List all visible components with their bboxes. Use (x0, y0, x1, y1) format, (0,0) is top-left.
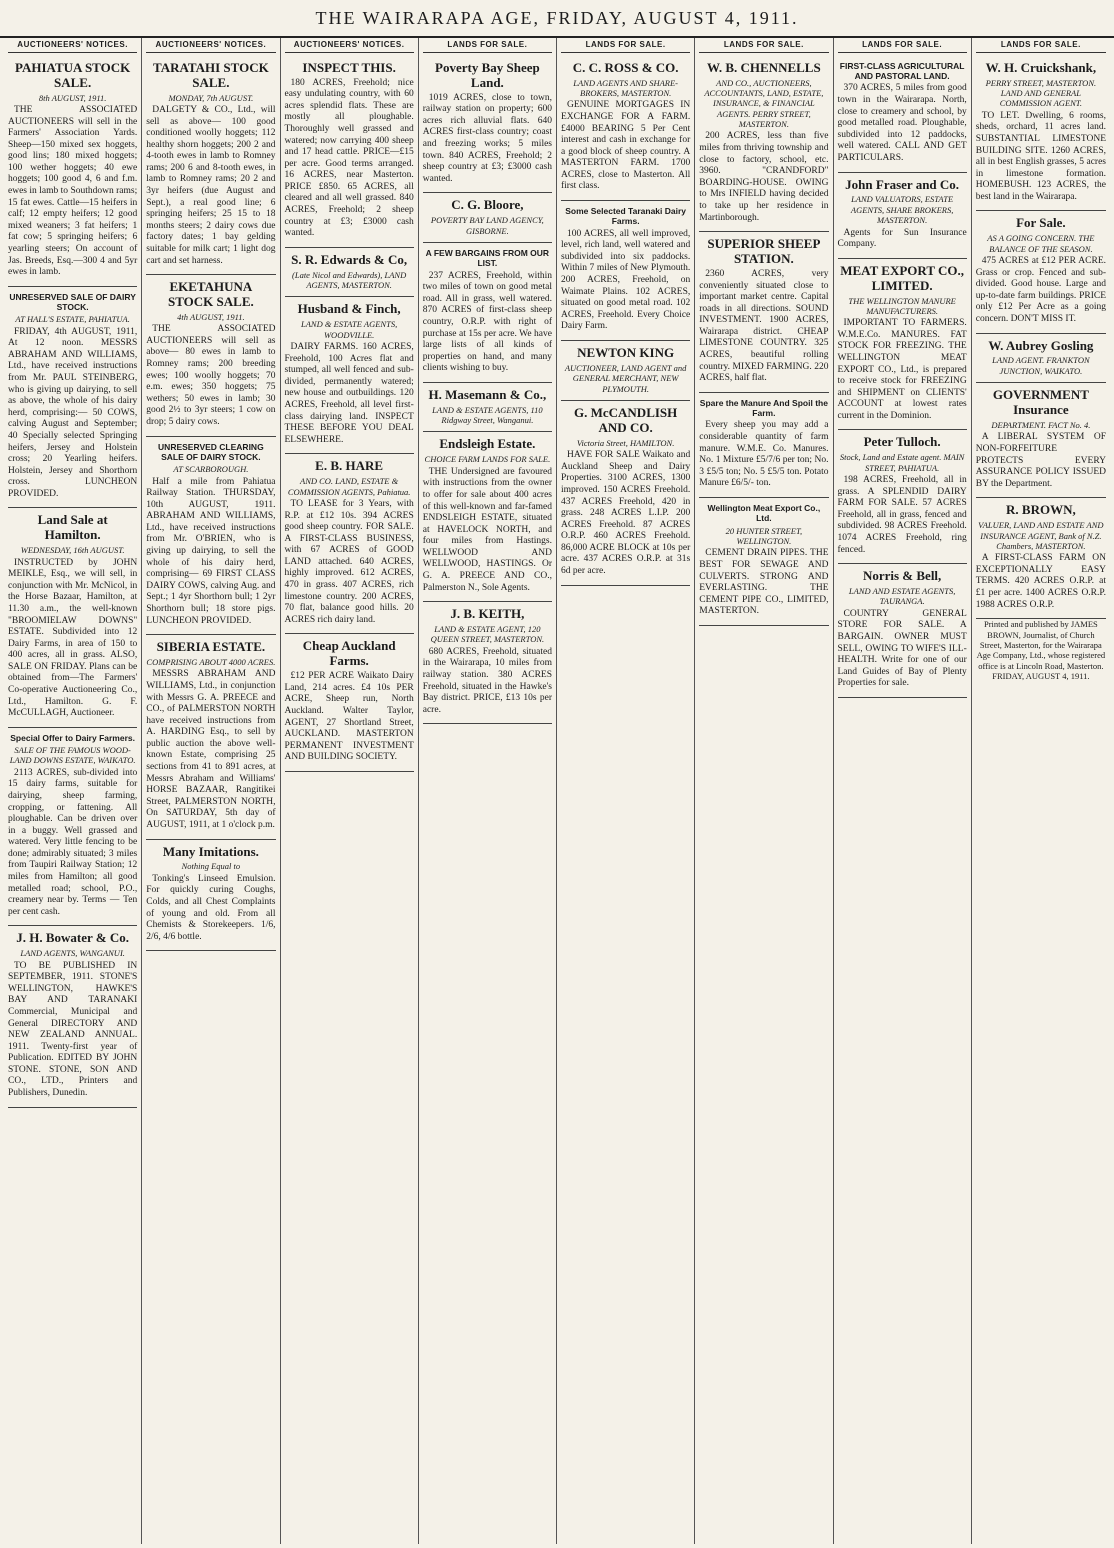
advertisement (146, 840, 275, 952)
ad-title: TARATAHI STOCK SALE. (153, 59, 269, 90)
column-4 (419, 38, 557, 1544)
ad-body: COUNTRY GENERAL STORE FOR SALE. A BARGAIN. OWNER MUST SELL, OWING TO WIFE'S ILL-HEALTH. Write for one of our Land Guides of Bay of Plenty Properties for sale. (837, 608, 967, 689)
ad-subtitle: Victoria Street, HAMILTON. (576, 437, 675, 448)
ad-body: TO BE PUBLISHED IN SEPTEMBER, 1911. STONE'S WELLINGTON, HAWKE'S BAY AND TARANAKI Commercial, Municipal and General DIRECTORY AND NEW ZEALAND ANNUAL. 1911. Twenty-first year of Publication. EDITED BY JOHN STONE. STONE, SON AND CO., LTD., Printers and Publishers, Dunedin. (8, 960, 138, 1098)
advertisement (561, 201, 690, 341)
advertisement (838, 430, 967, 564)
column-header: LANDS FOR SALE. (838, 38, 967, 53)
column-header: LANDS FOR SALE. (561, 38, 690, 53)
advertisement (146, 275, 275, 436)
ad-subtitle: AT SCARBOROUGH. (173, 464, 249, 475)
ad-title: C. C. ROSS & CO. (572, 59, 679, 75)
column-header: LANDS FOR SALE. (976, 38, 1106, 53)
ad-body: Tonking's Linseed Emulsion. For quickly curing Coughs, Colds, and all Chest Complaints of young and old. From all Chemists & Storekeepers. 1/6, 2/6, 4/6 bottle. (146, 873, 276, 942)
ad-title: Husband & Finch, (297, 301, 401, 317)
advertisement (838, 56, 967, 173)
ad-title: Wellington Meat Export Co., Ltd. (707, 502, 821, 524)
ad-title: SIBERIA ESTATE. (156, 639, 266, 655)
advertisement (146, 56, 275, 275)
advertisement (423, 432, 552, 602)
columns-container (4, 38, 1110, 1544)
ad-title: S. R. Edwards & Co, (291, 251, 408, 267)
advertisement (423, 383, 552, 433)
advertisement (976, 211, 1106, 333)
ad-body: 2360 ACRES, very conveniently situated close to important market centre. Capital roads in all directions. SOUND INVESTMENT. 1900 ACRES, Wairarapa district. CHEAP LIMESTONE COUNTRY. 325 ACRES, beautiful rolling country. MIXED FARMING. 220 ACRES, half flat. (699, 268, 829, 384)
advertisement (976, 334, 1106, 384)
column-header: AUCTIONEERS' NOTICES. (285, 38, 414, 53)
column-8 (972, 38, 1110, 1544)
ad-body: 1019 ACRES, close to town, railway station on property; 600 acres rich alluvial flats. 640 ACRES first-class country; coast and freezing works; 5 miles town. 840 ACRES, Freehold; 2 sheep country at £3; £3000 cash wanted. (422, 92, 552, 184)
ad-title: J. B. KEITH, (450, 606, 525, 622)
ad-body: 2113 ACRES, sub-divided into 15 dairy farms, suitable for dairying, sheep farming, cropping, or fattening. All ploughable. Can be driven over in a buggy. Well grassed and watered. Very little fencing to be done; admirably situated; 3 miles from Taupiri Railway Station; 12 miles from Hamilton; all good metalled road; school, P.O., creamery near by. Terms — Ten per cent cash. (8, 767, 138, 917)
ad-title: Some Selected Taranaki Dairy Farms. (565, 206, 687, 227)
ad-subtitle: LAND AND ESTATE AGENTS, TAURANGA. (848, 586, 956, 607)
ad-subtitle: POVERTY BAY LAND AGENCY, GISBORNE. (430, 215, 544, 236)
ad-subtitle: AS A GOING CONCERN. THE BALANCE OF THE SEASON. (987, 233, 1095, 254)
advertisement (423, 602, 552, 724)
ad-title: E. B. HARE (315, 458, 384, 474)
ad-title: NEWTON KING (577, 344, 675, 360)
advertisement (976, 56, 1106, 212)
ad-subtitle: Nothing Equal to (181, 861, 241, 872)
advertisement (838, 173, 967, 259)
ad-body: THE Undersigned are favoured with instructions from the owner to offer for sale about 400 acres of this well-known and far-famed ENDSLEIGH ESTATE, situated at HAVELOCK NORTH, and four miles from Hastings. WELLWOOD AND WELLWOOD, HASTINGS. Or G. A. PREECE AND CO., Palmerston N., Sole Agents. (422, 466, 552, 593)
ad-subtitle: LAND & ESTATE AGENT, 120 QUEEN STREET, MASTERTON. (430, 624, 545, 645)
ad-title: Spare the Manure And Spoil the Farm. (699, 397, 828, 419)
ad-title: C. G. Bloore, (451, 197, 524, 213)
ad-subtitle: SALE OF THE FAMOUS WOOD-LAND DOWNS ESTATE, WAIKATO. (9, 745, 136, 766)
ad-title: J. H. Bowater & Co. (16, 930, 130, 946)
ad-subtitle: 20 HUNTER STREET, WELLINGTON. (725, 525, 803, 547)
ad-body: 100 ACRES, all well improved, level, rich land, well watered and subdivided into six paddocks. Within 7 miles of New Plymouth. 200 ACRES, Freehold, on Waimate Plains. 102 ACRES, situated on good metal road. 102 ACRES, Freehold. Every Choice Dairy Farm. (561, 228, 691, 332)
ad-title: John Fraser and Co. (845, 176, 960, 192)
ad-title: Norris & Bell, (862, 568, 942, 584)
ad-title: H. Masemann & Co., (428, 386, 547, 402)
ad-title: MEAT EXPORT CO., LIMITED. (840, 262, 965, 293)
ad-body: TO LEASE for 3 Years, with R.P. at £12 10s. 394 ACRES good sheep country. FOR SALE. A FIRST-CLASS BUSINESS, with 67 ACRES of GOOD LAND attached. 640 ACRES, highly improved. 612 ACRES, 470 in grass. 407 ACRES, rich limestone country. 200 ACRES, 70 flat, balance good hills. 20 ACRES rich dairy land. (284, 498, 414, 625)
ad-subtitle: (Late Nicol and Edwards), LAND AGENTS, MASTERTON. (292, 269, 407, 291)
ad-subtitle: Stock, Land and Estate agent. MAIN STREET, PAHIATUA. (839, 452, 965, 473)
ad-body: 237 ACRES, Freehold, within two miles of town on good metal road. All in grass, well watered. 870 ACRES of first-class sheep country, O.R.P. with right of purchase at 15s per acre. We have large lists of all kinds of properties on hand, and many clients wishing to buy. (422, 270, 552, 374)
ad-title: W. H. Cruickshank, (985, 59, 1097, 75)
ad-title: Poverty Bay Sheep Land. (435, 59, 540, 90)
ad-title: W. Aubrey Gosling (988, 337, 1094, 353)
ad-title: Special Offer to Dairy Farmers. (10, 732, 135, 743)
advertisement (8, 926, 137, 1107)
ad-subtitle: AND CO. LAND, ESTATE & COMMISSION AGENTS, Pahiatua. (287, 476, 411, 497)
ad-title: FIRST-CLASS AGRICULTURAL AND PASTORAL LAND. (839, 60, 965, 82)
ad-body: 370 ACRES, 5 miles from good town in the Wairarapa. North, close to creamery and school, by good metalled road. Ploughable, subdivided into 12 paddocks, well watered. CALL AND GET PARTICULARS. (837, 83, 967, 163)
advertisement (561, 341, 690, 401)
advertisement (838, 259, 967, 431)
advertisement (423, 193, 552, 243)
ad-body: 680 ACRES, Freehold, situated in the Wairarapa, 10 miles from railway station. 380 ACRES Freehold, situated in the Hawke's Bay district. PRICE, £13 10s per acre. (422, 646, 552, 715)
ad-subtitle: MONDAY, 7th AUGUST. (168, 92, 254, 103)
ad-body: DALGETY & CO., Ltd., will sell as above— 100 good conditioned woolly hoggets; 112 healthy shorn hoggets; 200 2 and 4-tooth ewes in lamb to Romney rams; 200 6 and 8-tooth ewes, in lamb to Romney rams; 20 2 and 3yr heifers (due August and Sept.), a real good line; 6 springing heifers; 25 15 to 18 months steers; 2 dairy cows due factory dates; 1 bay gelding suitable for milk cart; 1 light dog cart and set harness. (146, 104, 276, 266)
ad-title: GOVERNMENT Insurance (992, 387, 1089, 418)
ad-body: GENUINE MORTGAGES IN EXCHANGE FOR A FARM. £4000 BEARING 5 Per Cent interest and cash in exchange for a good block of sheep country. A MASTERTON FARM. 1700 ACRES, close to Masterton. All first class. (561, 100, 691, 192)
ad-title: R. BROWN, (1006, 502, 1076, 518)
ad-body: A FIRST-CLASS FARM ON EXCEPTIONALLY EASY TERMS. 420 ACRES O.R.P. at £1 per acre. 1400 ACRES O.R.P. 1988 ACRES O.R.P. (975, 553, 1106, 610)
advertisement (8, 287, 137, 509)
advertisement (8, 508, 137, 727)
ad-subtitle: THE WELLINGTON MANURE MANUFACTURERS. (848, 295, 956, 316)
ad-subtitle: LAND AGENT. FRANKTON JUNCTION, WAIKATO. (992, 355, 1090, 376)
advertisement (8, 56, 137, 287)
advertisement (423, 243, 552, 383)
ad-body: INSTRUCTED by JOHN MEIKLE, Esq., we will sell, in conjunction with Mr. McNicol, in the Horse Bazaar, Hamilton, at 11.30 a.m., the well-known "BROOMIELAW DOWNS" ESTATE. Subdivided into 12 Dairy Farms, in area of 150 to 400 acres, all in grass. ALSO, SALE ON FRIDAY. Plans can be obtained from—The Farmers' Co-operative Auctioneering Co., Ltd., Hamilton. G. F. McCULLAGH, Auctioneer. (8, 557, 138, 719)
column-header: LANDS FOR SALE. (423, 38, 552, 53)
ad-title: W. B. CHENNELLS (707, 59, 821, 75)
ad-body: A LIBERAL SYSTEM OF NON-FORFEITURE PROTECTS EVERY ASSURANCE POLICY ISSUED BY the Department. (975, 432, 1106, 489)
ad-body: 198 ACRES, Freehold, all in grass. A SPLENDID DAIRY FARM FOR SALE. 57 ACRES Freehold, all in grass, fenced and subdivided. 98 ACRES Freehold. 1074 ACRES Freehold, ring fenced. (837, 475, 967, 555)
column-5 (557, 38, 695, 1544)
ad-body: Agents for Sun Insurance Company. (837, 227, 967, 250)
ad-title: Land Sale at Hamilton. (37, 512, 108, 543)
advertisement (699, 498, 828, 626)
ad-title: A FEW BARGAINS FROM OUR LIST. (425, 247, 550, 269)
ad-body: CEMENT DRAIN PIPES. THE BEST FOR SEWAGE AND CULVERTS. STRONG AND EVERLASTING. THE CEMENT PIPE CO., LIMITED, MASTERTON. (699, 548, 829, 617)
ad-body: THE ASSOCIATED AUCTIONEERS will sell in the Farmers' Association Yards. Sheep—150 mixed sex hoggets, good lins; 180 mixed hoggets; 100 wether hoggets; 40 ewe hoggets; 100 good 4, 6 and f.m. ewes in lamb to Southdown rams; 15 fat ewes. Cattle—15 heifers in calf; 12 empty heifers; 12 good mixed weaners; 3 fat heifers; 1 fat cow; 5 springing heifers; 6 yearling steers; On account of Jas. Breeds, Esq.—300 4 and 5yr ewes in lamb. (8, 104, 138, 278)
advertisement (285, 454, 414, 634)
ad-subtitle: LAND VALUATORS, ESTATE AGENTS, SHARE BROKERS, MASTERTON. (850, 194, 954, 226)
ad-body: 200 ACRES, less than five miles from thriving township and close to factory, school, etc. 3960. "CRANDFORD" BOARDING-HOUSE. OWING to Mrs INFIELD having decided to take up her residence in Martinborough. (699, 131, 829, 223)
ad-subtitle: COMPRISING ABOUT 4000 ACRES. (146, 657, 276, 668)
advertisement (423, 56, 552, 194)
advertisement (699, 393, 828, 498)
ad-body: DAIRY FARMS. 160 ACRES, Freehold, 100 Acres flat and stumped, all well fenced and sub-divided, permanently watered; new house and outbuildings. 120 ACRES, Freehold, all level first-class dairying land. INSPECT THESE BEFORE YOU DEAL ELSEWHERE. (284, 342, 414, 445)
advertisement (8, 728, 137, 927)
advertisement (146, 635, 275, 839)
ad-body: THE ASSOCIATED AUCTIONEERS will sell as above— 80 ewes in lamb to Romney rams; 200 breeding ewes; 100 woolly hoggets; 70 e.m. ewes; 350 hoggets; 75 wethers; 50 ewes in lamb; 30 good 2½ to 3yr steers; 1 cow on drop; 5 dairy cows. (146, 324, 276, 427)
ad-body: TO LET. Dwelling, 6 rooms, sheds, orchard, 11 acres land. SUBSTANTIAL LIMESTONE BUILDING SITE. 1260 ACRES, all in best English grasses, 5 acres in limestone formation. HOMEBUSH. 123 ACRES, the best land in the Wairarapa. (975, 110, 1106, 202)
ad-subtitle: LAND & ESTATE AGENTS, WOODVILLE. (301, 319, 398, 340)
ad-subtitle: DEPARTMENT. FACT No. 4. (991, 420, 1091, 431)
advertisement (699, 56, 828, 232)
ad-title: Endsleigh Estate. (439, 436, 536, 452)
ad-body: FRIDAY, 4th AUGUST, 1911, At 12 noon. MESSRS ABRAHAM AND WILLIAMS, Ltd., have received instructions from Mr. PAUL STEINBERG, who is giving up dairying, to sell as above, the whole of his dairy herd, comprising:— 50 COWS, calving August and September; 40 Specially selected Springing heifers, Jersey and Holstein cross; 20 Yearling heifers. Holstein, Jersey and Shorthorn cross. LUNCHEON PROVIDED. (8, 326, 138, 499)
advertisement (561, 56, 690, 201)
ad-body: 180 ACRES, Freehold; nice easy undulating country, with 60 acres splendid flats. These are mostly all ploughable. Thoroughly well grassed and watered; now carrying 400 sheep and 17 head cattle. PRICE—£15 per acre. Good terms arranged. 16 ACRES, near Masterton. PRICE £850. 65 ACRES, all cleared and all well grassed. 840 ACRES, Freehold; 2 sheep country at £3; £3000 cash wanted. (284, 77, 414, 239)
ad-body: Half a mile from Pahiatua Railway Station. THURSDAY, 10th AUGUST, 1911. ABRAHAM AND WILLIAMS, Ltd., have received instructions from Mr. O'BRIEN, who is giving up dairying, to sell the whole of his dairy herd, comprising— 69 FIRST CLASS DAIRY COWS, calving Aug. and Sept.; 1 4yr Shorthorn bull; 1 2yr Shorthorn bull; 18 store pigs. LUNCHEON PROVIDED. (146, 476, 276, 626)
advertisement (699, 232, 828, 393)
ad-title: PAHIATUA STOCK SALE. (15, 59, 131, 90)
ad-title: For Sale. (1016, 215, 1066, 231)
masthead: THE WAIRARAPA AGE, FRIDAY, AUGUST 4, 1911. (0, 0, 1114, 38)
ad-title: UNRESERVED SALE OF DAIRY STOCK. (9, 291, 136, 313)
ad-subtitle: LAND & ESTATE AGENTS, 110 Ridgway Street, Wanganui. (432, 404, 543, 426)
ad-subtitle: CHOICE FARM LANDS FOR SALE. (424, 454, 551, 465)
advertisement (838, 564, 967, 698)
ad-title: EKETAHUNA STOCK SALE. (168, 279, 254, 310)
advertisement (146, 437, 275, 636)
ad-title: Peter Tulloch. (863, 434, 941, 450)
column-2 (142, 38, 280, 1544)
column-header: LANDS FOR SALE. (699, 38, 828, 53)
advertisement (976, 383, 1106, 498)
ad-body: 475 ACRES at £12 PER ACRE. Grass or crop. Fenced and sub-divided. Good house. Large and up-to-date farm buildings. PRICE only £12 Per Acre as a going concern. DON'T MISS IT. (975, 256, 1106, 324)
advertisement (285, 248, 414, 298)
ad-subtitle: AUCTIONEER, LAND AGENT and GENERAL MERCHANT, NEW PLYMOUTH. (564, 362, 687, 394)
advertisement (285, 56, 414, 248)
ad-title: Many Imitations. (162, 843, 259, 859)
column-3 (281, 38, 419, 1544)
column-6 (695, 38, 833, 1544)
ad-body: £12 PER ACRE Waikato Dairy Land, 214 acres. £4 10s PER ACRE, Sheep run, North Auckland. Walter Taylor, AGENT, 27 Shortland Street, AUCKLAND. MASTERTON PERMANENT INVESTMENT AND BUILDING SOCIETY. (284, 671, 414, 763)
ad-title: INSPECT THIS. (302, 59, 396, 75)
ad-title: SUPERIOR SHEEP STATION. (707, 236, 821, 267)
ad-title: UNRESERVED CLEARING SALE OF DAIRY STOCK. (158, 441, 264, 462)
ad-subtitle: PERRY STREET, MASTERTON. LAND AND GENERAL COMMISSION AGENT. (985, 77, 1097, 109)
advertisement (561, 401, 690, 586)
column-7 (834, 38, 972, 1544)
advertisement (976, 498, 1106, 619)
ad-title: G. McCANDLISH AND CO. (573, 404, 678, 435)
ad-body: Every sheep you may add a considerable quantity of farm manure. W.M.E. Co. Manures. No. 1 Mixture £5/7/6 per ton; No. 3 £5/5 ton; No. 5 £5/5 ton. Potato Manure £6/5/- ton. (699, 420, 829, 489)
ad-subtitle: AT HALL'S ESTATE, PAHIATUA. (15, 314, 130, 325)
advertisement (285, 297, 414, 454)
ad-subtitle: 4th AUGUST, 1911. (177, 311, 245, 322)
ad-body: MESSRS ABRAHAM AND WILLIAMS, Ltd., in conjunction with Messrs G. A. PREECE and CO., of PALMERSTON NORTH have received instructions from A. HARDING Esq., to sell by public auction the above well-known Estate, comprising 25 sections from 41 to 891 acres, at Messrs Abraham and Williams' HORSE BAZAAR, Rangitikei Street, PALMERSTON NORTH, On SATURDAY, 5th day of AUGUST, 1911, at 1 o'clock p.m. (146, 669, 276, 830)
column-header: AUCTIONEERS' NOTICES. (146, 38, 275, 53)
ad-subtitle: LAND AGENTS, WANGANUI. (20, 948, 125, 959)
ad-subtitle: WEDNESDAY, 16th AUGUST. (20, 545, 125, 556)
ad-subtitle: AND CO., AUCTIONEERS, ACCOUNTANTS, LAND, ESTATE, INSURANCE, & FINANCIAL AGENTS. PERRY STREET, MASTERTON. (704, 77, 824, 130)
ad-title: Cheap Auckland Farms. (302, 638, 396, 669)
imprint-footer: Printed and published by JAMES BROWN, Journalist, of Church Street, Masterton, for the Wairarapa Age Company, Ltd., whose registered office is at Lincoln Road, Masterton. FRIDAY, AUGUST 4, 1911. (976, 619, 1106, 681)
advertisement (285, 634, 414, 772)
column-1 (4, 38, 142, 1544)
ad-subtitle: 8th AUGUST, 1911. (38, 92, 107, 103)
ad-body: HAVE FOR SALE Waikato and Auckland Sheep and Dairy Properties. 3100 ACRES, 1300 improved. 150 ACRES Freehold. 437 ACRES Freehold, 420 in grass. 248 ACRES L.I.P. 200 ACRES Freehold. 87 ACRES O.R.P. 460 ACRES Freehold. 86,000 ACRE BLOCK at 10s per acre. 437 ACRES O.R.P. at 31s 6d per acre. (561, 450, 691, 576)
ad-subtitle: VALUER, LAND AND ESTATE AND INSURANCE AGENT, Bank of N.Z. Chambers, MASTERTON. (978, 520, 1104, 551)
ad-subtitle: LAND AGENTS AND SHARE-BROKERS, MASTERTON. (573, 77, 678, 99)
column-header: AUCTIONEERS' NOTICES. (8, 38, 137, 53)
ad-body: IMPORTANT TO FARMERS. W.M.E.Co. MANURES. FAT STOCK FOR FREEZING. THE WELLINGTON MEAT EXPORT CO., Ltd., is prepared to receive stock for FREEZING and SHIPMENT on CLIENTS' ACCOUNT at lowest rates current in the Dominion. (837, 318, 967, 421)
